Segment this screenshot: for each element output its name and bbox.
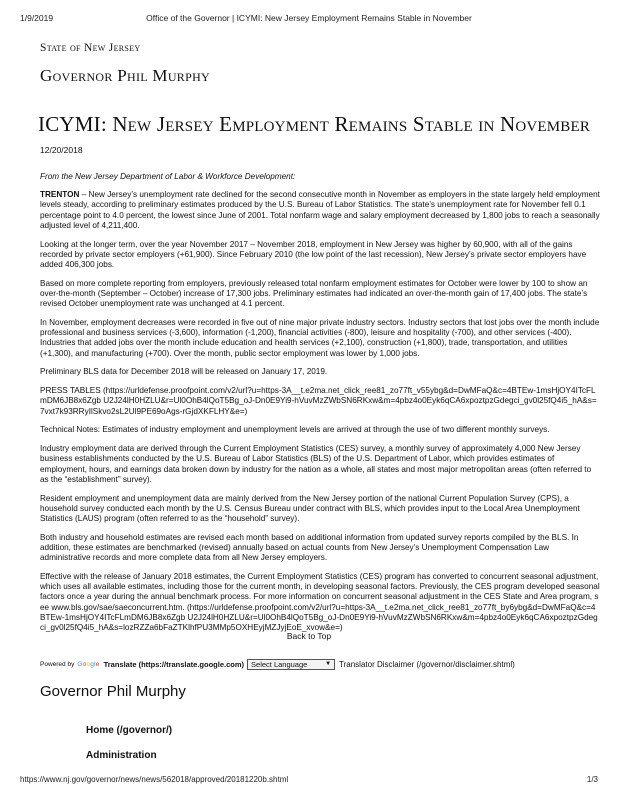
governor-site-title-link[interactable]: Governor Phil Murphy xyxy=(40,66,211,85)
back-to-top-link[interactable]: Back to Top xyxy=(286,631,332,641)
state-of-new-jersey-link[interactable]: State of New Jersey xyxy=(40,42,141,54)
press-tables-link[interactable]: PRESS TABLES (https://urldefense.proofpoint.com/v2/url?u=https-3A__t.e2ma.net_click_ree81_zo77ft_v55ybg&d=DwMFaQ&c=4BTEw-1msHjOY4ITcFLmDM6JB8x6Zgb U2J24lH0HZLU&r=Ul0OhB4lQoT5Bg_oJ-Dn0E9Yi9-hVuvMzZWbSN6RKxw&m=4pbz4o0Eyk6qCA6xpoztpzGdegci_gv0l25fQ4i5_hA&s=7vxt7k93RRyIlSkvo2sL2Ul9PE69oAgs-rGjdXKFLHY&e=) xyxy=(40,386,597,416)
google-letter: e xyxy=(95,660,100,668)
chevron-down-icon: ▼ xyxy=(325,661,332,667)
article-source: From the New Jersey Department of Labor & Workforce Development: xyxy=(40,172,296,181)
translator-disclaimer-link[interactable]: Translator Disclaimer (/governor/disclaimer.shtml) xyxy=(339,659,515,669)
paragraph-text: – New Jersey’s unemployment rate declined for the second consecutive month in November as employers in the state largely held employment levels steady, according to preliminary estimates produced by the U.S. Bureau of Labor Statistics. The state’s unemployment rate for November fell 0.1 percentage point to 4.0 percent, the lowest since June of 2001. Total nonfarm wage and salary employment decreased by 1,800 jobs to reach a seasonally adjusted level of 4,211,400. xyxy=(40,190,600,230)
footer-home-link[interactable]: Home (/governor/) xyxy=(86,725,173,736)
google-letter: G xyxy=(77,660,83,668)
google-letter: o xyxy=(82,660,87,668)
dateline: TRENTON xyxy=(40,190,80,200)
print-footer xyxy=(20,775,598,787)
print-date: 1/9/2019 xyxy=(20,13,54,23)
article-body xyxy=(40,172,600,642)
article-paragraph: Based on more complete reporting from employers, previously released total nonfarm employment estimates for October were lower by 100 to show an over-the-month (September – October) increase of 17,300 jobs. Preliminary estimates had indicated an over-the-month gain of 17,400 jobs. The state’s revised October unemployment rate was unchanged at 4.1 percent. xyxy=(40,278,588,309)
article-paragraph: Both industry and household estimates are revised each month based on additional information from updated survey reports compiled by the BLS. In addition, these estimates are benchmarked (revised) annually based on actual counts from New Jersey’s Unemployment Compensation Law administrative records and more complete data from all New Jersey employers. xyxy=(40,532,579,563)
article-paragraph: Looking at the longer term, over the year November 2017 – November 2018, employment in New Jersey was higher by 60,900, with all of the gains recorded by private sector employers (+61,900). Since February 2010 (the low point of the last recession), New Jersey’s private sector employers have added 406,300 jobs. xyxy=(40,239,587,270)
article-paragraph: In November, employment decreases were recorded in five out of nine major private industry sectors. Industry sectors that lost jobs over the month include professional and business services (-3,600), information (-1,200), financial activities (-800), leisure and hospitality (-700), and other services (-400). Industries that added jobs over the month include education and health services (+2,100), construction (+1,800), trade, transportation, and utilities (+1,300), and manufacturing (+700). Over the month, public sector employment was lower by 1,000 jobs. xyxy=(40,318,600,358)
powered-by-label: Powered by xyxy=(40,660,75,668)
google-logo xyxy=(77,661,99,668)
article-paragraph: Preliminary BLS data for December 2018 will be released on January 17, 2019. xyxy=(40,367,328,377)
print-page-title: Office of the Governor | ICYMI: New Jersey Employment Remains Stable in November xyxy=(146,13,472,23)
article-paragraph xyxy=(40,190,600,231)
print-header xyxy=(20,13,598,25)
footer-administration-link[interactable]: Administration xyxy=(86,750,157,761)
google-letter: l xyxy=(94,660,96,668)
article-paragraph: Resident employment and unemployment data are mainly derived from the New Jersey portion of the national Current Population Survey (CPS), a household survey conducted each month by the U.S. Census Bureau under contract with BLS, which provides input to the Local Area Unemployment Statistics (LAUS) program (often referred to as the “household” survey). xyxy=(40,493,580,524)
article-paragraph: Industry employment data are derived through the Current Employment Statistics (CES) survey, a monthly survey of approximately 4,000 New Jersey business establishments conducted by the U.S. Bureau of Labor Statistics (BLS) of the U.S. Department of Labor, which provides estimates of employment, hours, and earnings data broken down by industry for the nation as a whole, all states and most major metropolitan areas (often referred to as the “establishment” survey). xyxy=(40,444,592,484)
article-paragraph: Technical Notes: Estimates of industry employment and unemployment levels are arrived at through the use of two different monthly surveys. xyxy=(40,425,550,435)
translate-bar xyxy=(40,657,600,671)
language-select[interactable] xyxy=(247,659,335,670)
language-select-value: Select Language xyxy=(251,659,308,669)
google-letter: o xyxy=(86,660,91,668)
google-translate-link[interactable]: Translate (https://translate.google.com) xyxy=(103,659,245,669)
print-page-number: 1/3 xyxy=(586,775,598,784)
article-headline: ICYMI: New Jersey Employment Remains Stable in November xyxy=(38,112,591,136)
article-date: 12/20/2018 xyxy=(40,145,83,155)
print-page-url: https://www.nj.gov/governor/news/news/562018/approved/20181220b.shtml xyxy=(20,775,289,784)
google-letter: g xyxy=(90,660,95,668)
footer-governor-title: Governor Phil Murphy xyxy=(40,683,186,700)
article-paragraph: Effective with the release of January 2018 estimates, the Current Employment Statistics (CES) program has converted to concurrent seasonal adjustment, which uses all available estimates, including those for the current month, in developing seasonal factors. Previously, the CES program developed seasonal factors once a year during the annual benchmark process. For more information on concurrent seasonal adjustment in the CES State and Area program, see www.bls.gov/sae/saeconcurrent.htm. (https://urldefense.proofpoint.com/v2/url?u=https-3A__t.e2ma.net_click_ree81_zo77ft_by6ybg&d=DwMFaQ&c=4BTEw-1msHjOY4ITcFLmDM6JB8x6Zgb U2J24lH0HZLU&r=Ul0OhB4lQoT5Bg_oJ-Dn0E9Yi9-hVuvMzZWbSN6RKxw&m=4pbz4o0Eyk6qCA6xpoztpzGdegci_gv0l25fQ4i5_hA&s=lozRZZa6bFaZTKlhfPU3MMp5OXHEyjMZJyjEoE_xvow&e=) xyxy=(40,572,600,633)
